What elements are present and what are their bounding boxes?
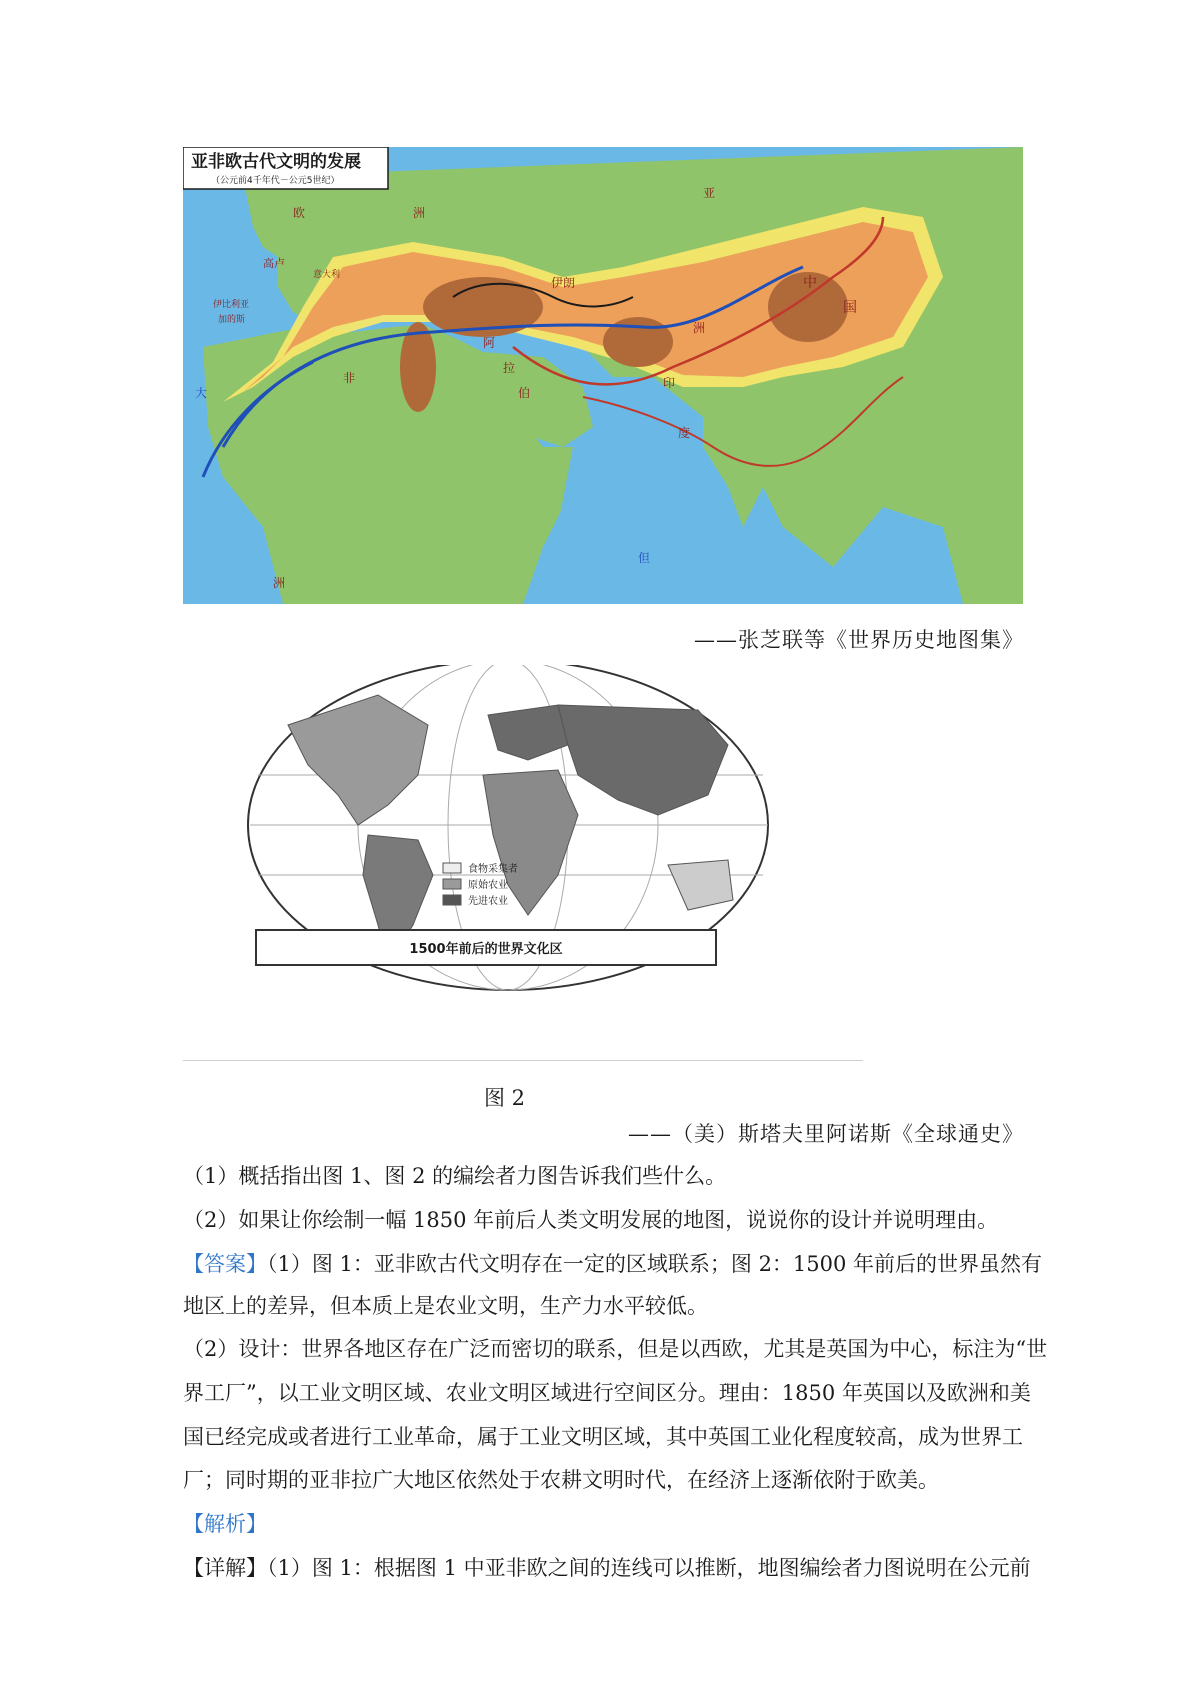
map-ancient-civilizations	[183, 147, 1023, 604]
figure1-source: ——张芝联等《世界历史地图集》	[694, 628, 1024, 652]
label-jiadi: 加的斯	[218, 315, 246, 325]
label-yilang: 伊朗	[551, 276, 576, 290]
answer-line-4: 界工厂”，以工业文明区域、农业文明区域进行空间区分。理由：1850 年英国以及欧洲和美	[183, 1381, 1031, 1405]
answer-tag: 【答案】	[183, 1252, 267, 1276]
label-zhou2: 洲	[693, 321, 706, 335]
answer-line-1	[183, 1248, 1042, 1280]
detail-tag: 【详解】	[183, 1556, 267, 1580]
answer-line-2: 地区上的差异，但本质上是农业文明，生产力水平较低。	[183, 1294, 708, 1318]
answer-line-3: （2）设计：世界各地区存在广泛而密切的联系，但是以西欧，尤其是英国为中心，标注为“世	[183, 1337, 1048, 1361]
answer-line-5: 国已经完成或者进行工业革命，属于工业文明区域，其中英国工业化程度较高，成为世界工	[183, 1425, 1023, 1449]
divider	[183, 1060, 863, 1061]
map-subtitle: （公元前4千年代－公元5世纪）	[211, 176, 340, 186]
map-world-culture-regions	[228, 665, 828, 1045]
map-title: 亚非欧古代文明的发展	[191, 152, 361, 172]
question-1: （1）概括指出图 1、图 2 的编绘者力图告诉我们些什么。	[183, 1164, 727, 1188]
label-la: 拉	[503, 361, 516, 375]
label-a: 阿	[483, 336, 496, 350]
label-zhongguo1: 中	[803, 275, 817, 291]
answer-text-1: （1）图 1：亚非欧古代文明存在一定的区域联系；图 2：1500 年前后的世界虽然有	[267, 1252, 1043, 1276]
question-2: （2）如果让你绘制一幅 1850 年前后人类文明发展的地图，说说你的设计并说明理由。	[183, 1208, 999, 1232]
figure2-source: ——（美）斯塔夫里阿诺斯《全球通史》	[628, 1122, 1024, 1146]
analysis-tag: 【解析】	[183, 1512, 267, 1536]
label-zhongguo2: 国	[843, 300, 857, 316]
label-zhou3: 洲	[273, 576, 286, 590]
answer-line-6: 厂；同时期的亚非拉广大地区依然处于农耕文明时代，在经济上逐渐依附于欧美。	[183, 1468, 939, 1492]
label-gaolu: 高卢	[263, 257, 285, 270]
label-ao: 亚	[703, 186, 716, 200]
label-yidali: 意大利	[313, 270, 341, 280]
legend-item-1: 食物采集者	[468, 864, 518, 875]
detail-line	[183, 1552, 1031, 1584]
label-dan: 但	[638, 551, 651, 565]
label-bo: 伯	[518, 386, 531, 400]
figure2-caption: 图 2	[484, 1086, 526, 1110]
label-yin: 印	[663, 376, 676, 390]
legend-item-3: 先进农业	[468, 896, 508, 907]
label-fei: 非	[343, 371, 356, 385]
map2-title: 1500年前后的世界文化区	[409, 942, 563, 957]
legend-item-2: 原始农业	[468, 880, 508, 891]
label-zhou1: 洲	[413, 206, 426, 220]
label-eu: 欧	[293, 206, 306, 220]
label-iberia: 伊比利亚	[213, 300, 250, 310]
label-du: 度	[678, 426, 691, 440]
label-atlantic: 大	[195, 386, 208, 400]
detail-text: （1）图 1：根据图 1 中亚非欧之间的连线可以推断，地图编绘者力图说明在公元前	[267, 1556, 1031, 1580]
